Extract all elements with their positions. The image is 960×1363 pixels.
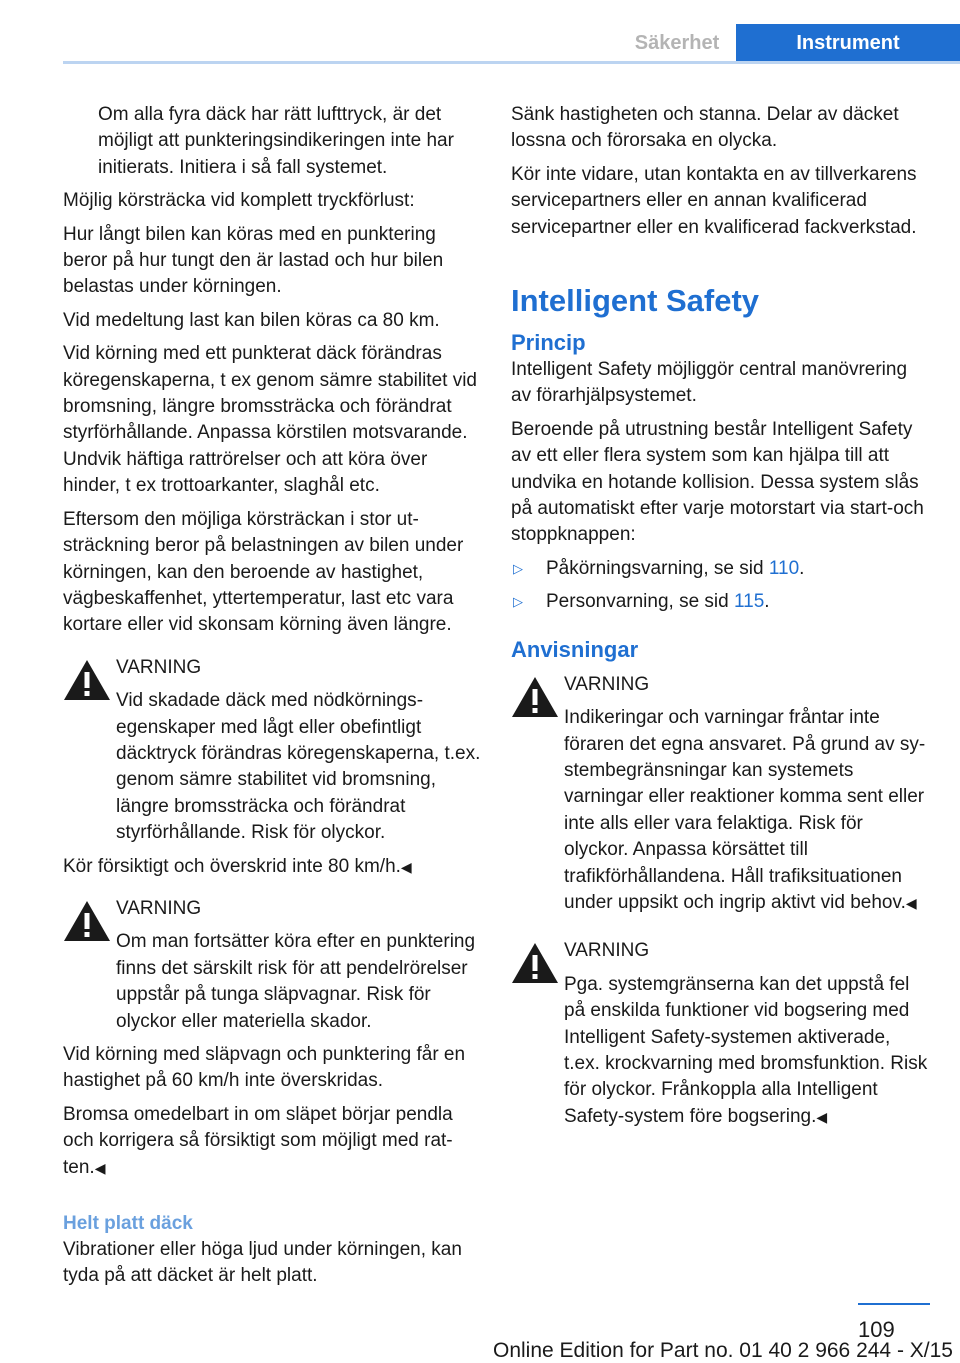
end-mark: ◀: [905, 894, 917, 911]
warning-text: Vid körning med släpvagn och punktering får en hastighet på 60 km/h inte överskridas.: [63, 1044, 466, 1092]
page-link[interactable]: 115: [734, 591, 765, 613]
section-heading: Princip: [511, 330, 586, 356]
paragraph: Sänk hastigheten och stanna. Delar av däcket lossna och förorsaka en olycka.: [511, 104, 899, 152]
end-mark: ◀: [816, 1108, 828, 1125]
bullet-arrow-icon: ▷: [513, 560, 523, 576]
paragraph: Möjlig körsträcka vid komplett tryckförlust:: [63, 190, 415, 212]
page-link[interactable]: 110: [768, 557, 800, 579]
warning-icon: [511, 676, 559, 718]
warning-label: VARNING: [116, 897, 202, 919]
warning-label: VARNING: [564, 940, 650, 962]
warning-label: VARNING: [116, 656, 202, 678]
right-column: [511, 102, 931, 1130]
paragraph: Beroende på utrustning består Intelligent Safety av ett eller flera system som kan hjälpa till att undvika en hotande kollision. Dessa system slås på automatiskt efter varje motorstart via start-och stoppknappen:: [511, 418, 924, 546]
section-heading: Helt platt däck: [63, 1213, 193, 1235]
warning-icon: [63, 900, 111, 942]
bullet-arrow-icon: ▷: [513, 594, 523, 610]
end-mark: ◀: [400, 858, 412, 875]
warning-text: Kör försiktigt och överskrid inte 80 km/h.◀: [63, 855, 412, 877]
left-column: [63, 102, 483, 1290]
chapter-heading: Intelligent Safety: [511, 283, 760, 319]
header-section-tab: Säkerhet: [618, 24, 736, 62]
paragraph: Om alla fyra däck har rätt lufttryck, är det möjligt att punkteringsindikeringen inte har initierats. Initiera i så fall systemet.: [98, 104, 454, 178]
end-mark: ◀: [94, 1159, 106, 1176]
header-rule: [63, 61, 960, 64]
warning-block: [63, 896, 483, 1181]
paragraph: Vibrationer eller höga ljud under körningen, kan tyda på att däcket är helt platt.: [63, 1239, 462, 1287]
warning-icon: [63, 659, 111, 701]
warning-text-lead: Pga. systemgränserna kan det uppstå fel på enskilda funktioner vid bogsering med Intelligent Safety-systemen aktiverade, t.ex. krockvarning med bromsfunktion. Risk för olyckor. Frånkoppla alla Intelligent Safety-system före bogsering.◀: [564, 973, 928, 1127]
warning-icon: [511, 942, 559, 984]
warning-block: [511, 938, 931, 1130]
warning-block: [63, 655, 483, 880]
paragraph: Kör inte vidare, utan kontakta en av tillverkarens servicepartners eller en annan kvalificerad servicepartner eller en kvalificerad fackverkstad.: [511, 163, 917, 238]
list-item: ▷ Påkörningsvarning, se sid 110.: [511, 556, 931, 582]
page-number: 109: [858, 1317, 895, 1342]
paragraph: Vid medeltung last kan bilen köras ca 80 km.: [63, 309, 440, 331]
warning-text: Bromsa omedelbart in om släpet börjar pendla och korrigera så försiktigt som möjligt med ratten.◀: [63, 1103, 453, 1178]
paragraph: Hur långt bilen kan köras med en punktering beror på hur tungt den är lastad och hur bilen belastas under körningen.: [63, 223, 444, 298]
footer-rule: [858, 1303, 930, 1305]
section-heading: Anvisningar: [511, 636, 639, 662]
paragraph: Eftersom den möjliga körsträckan i stor utsträckning beror på belastningen av bilen under körningen, kan den beroende av hastighet, vägbeskaffenhet, yttertemperatur, last etc vara kortare eller vid skonsam körning även längre.: [63, 508, 464, 636]
warning-label: VARNING: [564, 673, 650, 695]
warning-text-lead: Vid skadade däck med nödkörningsegenskaper med lågt eller obefintligt däcktryck förändras köregenskaperna, t.ex. genom sämre stabilitet vid bromsning, längre bromssträcka och förändrat styrförhållande. Risk för olyckor.: [116, 690, 481, 844]
header-chapter-tab: Instrument: [736, 24, 960, 62]
paragraph: Intelligent Safety möjliggör central manövrering av förarhjälpsystemet.: [511, 359, 908, 407]
footer-text: Online Edition for Part no. 01 40 2 966 244 - X/15: [493, 1339, 953, 1362]
warning-block: [511, 672, 931, 917]
paragraph: Vid körning med ett punkterat däck förändras köregenskaperna, t ex genom sämre stabilitet vid bromsning, längre bromssträcka och förändrat styrförhållande. Anpassa körstilen motsvarande. Undvik häftiga rattrörelser och att köra över hinder, t ex trottoarkanter, slaghål etc.: [63, 343, 477, 497]
warning-text-lead: Indikeringar och varningar fråntar inte föraren det egna ansvaret. På grund av systembegränsningar kan systemets varningar eller reaktioner komma sent eller inte alls eller vara felaktiga. Risk för olyckor. Anpassa körsättet till trafikförhållandena. Håll trafiksituationen under uppsikt och ingrip aktivt vid behov.◀: [564, 707, 926, 913]
list-item: ▷ Personvarning, se sid 115.: [511, 589, 931, 615]
warning-text-lead: Om man fortsätter köra efter en punktering finns det särskilt risk för att pendelrörelser uppstår på tunga släpvagnar. Risk för olyckor eller materiella skador.: [116, 931, 476, 1032]
